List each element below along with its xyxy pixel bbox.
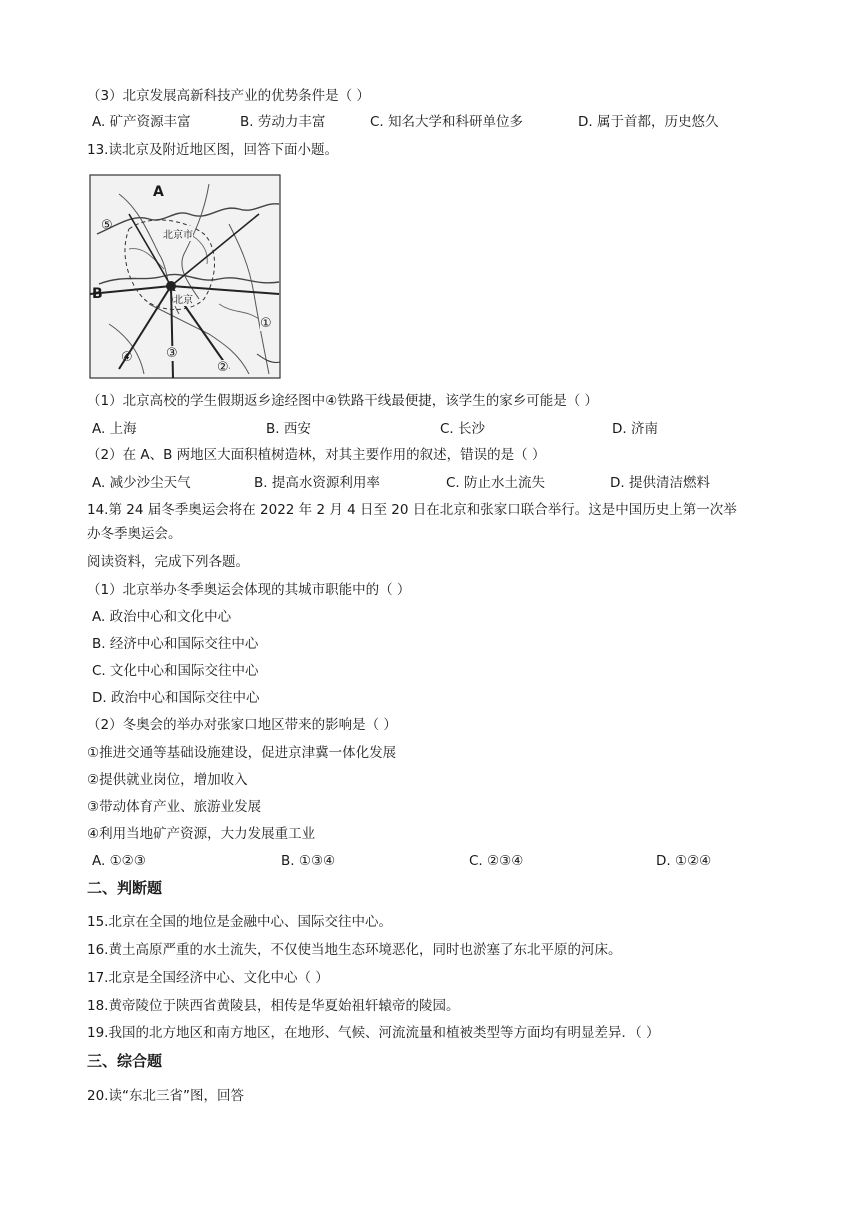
map-label-railway-4: ④ (121, 350, 133, 365)
judgement-item-19: 19.我国的北方地区和南方地区，在地形、气候、河流流量和植被类型等方面均有明显差异．（ ） (87, 1025, 660, 1041)
q13-1-option-a: A. 上海 (92, 421, 137, 437)
q13-2-option-c: C. 防止水土流失 (446, 475, 546, 491)
q12-3-option-a: A. 矿产资源丰富 (92, 114, 191, 130)
q13-2-option-b: B. 提高水资源利用率 (254, 475, 380, 491)
beijing-region-map (89, 174, 281, 379)
comprehensive-item-20: 20.读“东北三省”图，回答 (87, 1088, 244, 1104)
q14-2-item-2: ②提供就业岗位，增加收入 (87, 772, 248, 788)
q13-1-option-d: D. 济南 (612, 421, 658, 437)
question-14-intro: 阅读资料，完成下列各题。 (87, 554, 249, 570)
q12-3-option-b: B. 劳动力丰富 (240, 114, 326, 130)
judgement-item-17: 17.北京是全国经济中心、文化中心（ ） (87, 970, 329, 986)
q13-2-option-a: A. 减少沙尘天气 (92, 475, 191, 491)
map-label-beijing-municipality: 北京市 (163, 226, 193, 241)
q14-2-item-3: ③带动体育产业、旅游业发展 (87, 799, 262, 815)
q14-2-option-a: A. ①②③ (92, 853, 146, 869)
judgement-item-15: 15.北京在全国的地位是金融中心、国际交往中心。 (87, 914, 392, 930)
question-14-2-stem: （2）冬奥会的举办对张家口地区带来的影响是（ ） (87, 717, 397, 733)
q13-2-option-d: D. 提供清洁燃料 (610, 475, 710, 491)
section-3-heading: 三、综合题 (87, 1052, 163, 1070)
question-14-stem-line1: 14.第 24 届冬季奥运会将在 2022 年 2 月 4 日至 20 日在北京和张家口联合举行。这是中国历史上第一次举 (87, 502, 737, 518)
question-13-stem: 13.读北京及附近地区图，回答下面小题。 (87, 142, 338, 158)
map-label-railway-3: ③ (166, 346, 178, 361)
q14-1-option-a: A. 政治中心和文化中心 (92, 609, 232, 625)
question-14-1-stem: （1）北京举办冬季奥运会体现的其城市职能中的（ ） (87, 582, 411, 598)
section-2-heading: 二、判断题 (87, 879, 163, 897)
q14-1-option-b: B. 经济中心和国际交往中心 (92, 636, 259, 652)
q14-1-option-c: C. 文化中心和国际交往中心 (92, 663, 259, 679)
map-label-b: B (92, 286, 103, 302)
q12-3-option-d: D. 属于首都，历史悠久 (578, 114, 719, 130)
q14-2-item-4: ④利用当地矿产资源，大力发展重工业 (87, 826, 316, 842)
map-label-railway-1: ① (260, 316, 272, 331)
map-label-railway-5: ⑤ (101, 218, 113, 233)
judgement-item-18: 18.黄帝陵位于陕西省黄陵县，相传是华夏始祖轩辕帝的陵园。 (87, 998, 460, 1014)
q13-1-option-b: B. 西安 (266, 421, 311, 437)
q14-2-option-c: C. ②③④ (469, 853, 524, 869)
question-12-3-stem: （3）北京发展高新科技产业的优势条件是（ ） (87, 88, 370, 104)
q14-2-option-b: B. ①③④ (281, 853, 336, 869)
map-label-railway-2: ② (217, 360, 229, 375)
question-13-2-stem: （2）在 A、B 两地区大面积植树造林，对其主要作用的叙述，错误的是（ ） (87, 447, 546, 463)
q12-3-option-c: C. 知名大学和科研单位多 (370, 114, 524, 130)
question-13-1-stem: （1）北京高校的学生假期返乡途经图中④铁路干线最便捷，该学生的家乡可能是（ ） (87, 393, 598, 409)
question-14-stem-line2: 办冬季奥运会。 (87, 526, 182, 542)
q14-1-option-d: D. 政治中心和国际交往中心 (92, 690, 260, 706)
q14-2-item-1: ①推进交通等基础设施建设，促进京津冀一体化发展 (87, 745, 397, 761)
judgement-item-16: 16.黄土高原严重的水土流失，不仅使当地生态环境恶化，同时也淤塞了东北平原的河床。 (87, 942, 622, 958)
map-figure (89, 174, 281, 379)
q13-1-option-c: C. 长沙 (440, 421, 486, 437)
q14-2-option-d: D. ①②④ (656, 853, 712, 869)
map-label-a: A (153, 184, 164, 200)
map-label-beijing-city: 北京 (173, 291, 193, 306)
